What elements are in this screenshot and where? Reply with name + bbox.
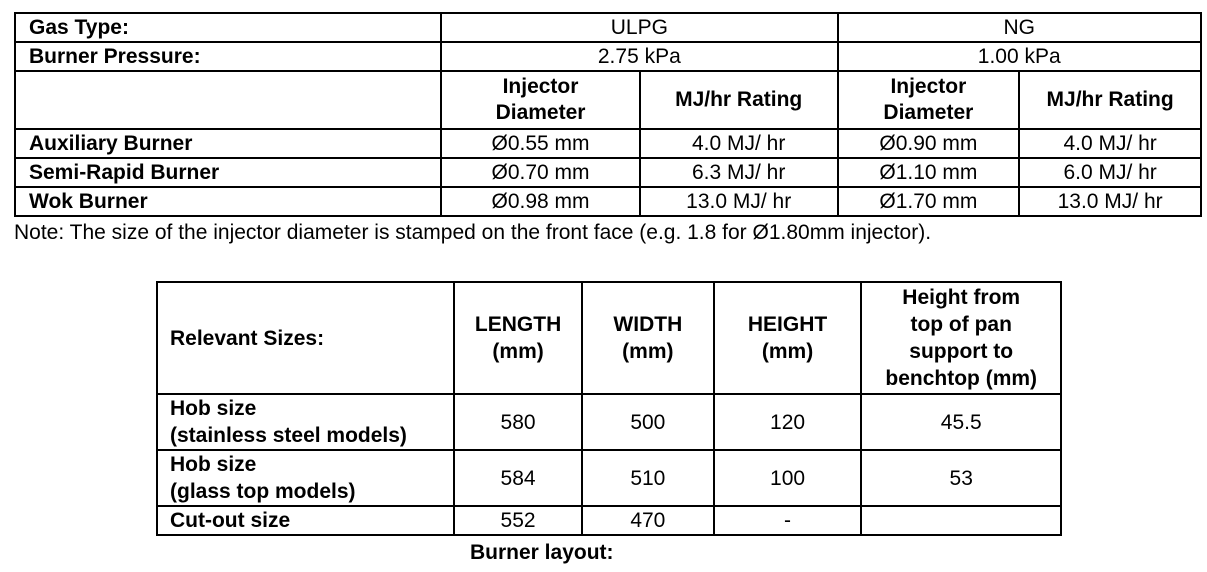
size-row-label (157, 450, 454, 506)
height-header (714, 282, 862, 394)
ulpg-rating-header: MJ/hr Rating (640, 71, 838, 129)
ng-injector-header (838, 71, 1020, 129)
table-row (15, 158, 1201, 187)
length-header (454, 282, 582, 394)
length-header-line1: LENGTH (474, 313, 562, 336)
table-row (157, 394, 1061, 450)
length-value: 552 (454, 506, 582, 535)
ng-injector-value: Ø1.10 mm (838, 158, 1020, 187)
injector-note: Note: The size of the injector diameter is stamped on the front face (e.g. 1.8 for Ø1.80mm injector). (14, 221, 932, 244)
length-value: 580 (454, 394, 582, 450)
height-value: 120 (714, 394, 862, 450)
pressure-ng: 1.00 kPa (838, 42, 1202, 71)
burner-layout-heading: Burner layout: (470, 541, 614, 564)
burner-name: Wok Burner (15, 187, 441, 216)
burner-name: Semi-Rapid Burner (15, 158, 441, 187)
size-label-line1: Hob size (170, 397, 257, 420)
ng-rating-value: 6.0 MJ/ hr (1019, 158, 1201, 187)
size-row-label (157, 394, 454, 450)
pan-height-header (861, 282, 1061, 394)
relevant-sizes-label: Relevant Sizes: (157, 282, 454, 394)
ulpg-rating-value: 6.3 MJ/ hr (640, 158, 838, 187)
height-header-line2: (mm) (761, 340, 814, 363)
width-header (582, 282, 714, 394)
ulpg-rating-value: 4.0 MJ/ hr (640, 129, 838, 158)
injector-header-line2: Diameter (883, 101, 974, 124)
injector-header-line1: Injector (502, 75, 579, 98)
gas-name-ulpg: ULPG (441, 13, 837, 42)
size-label-line1: Hob size (170, 453, 257, 476)
width-header-line1: WIDTH (613, 313, 683, 336)
gas-specifications-table (14, 12, 1202, 217)
height-header-line1: HEIGHT (747, 313, 828, 336)
burner-name: Auxiliary Burner (15, 129, 441, 158)
ng-rating-value: 13.0 MJ/ hr (1019, 187, 1201, 216)
pan-header-line1: Height from (902, 286, 1021, 309)
ulpg-injector-header (441, 71, 640, 129)
height-value: - (714, 506, 862, 535)
gas-name-ng: NG (838, 13, 1202, 42)
ng-injector-value: Ø1.70 mm (838, 187, 1020, 216)
pan-header-line3: support to (909, 340, 1014, 363)
size-row-label: Cut-out size (157, 506, 454, 535)
width-value: 470 (582, 506, 714, 535)
width-header-line2: (mm) (622, 340, 674, 363)
pan-header-line2: top of pan (910, 313, 1012, 336)
size-header-row (157, 282, 1061, 394)
table-row (15, 187, 1201, 216)
size-label-line2: (glass top models) (170, 480, 356, 503)
width-value: 500 (582, 394, 714, 450)
pan-height-value: 45.5 (861, 394, 1061, 450)
ulpg-rating-value: 13.0 MJ/ hr (640, 187, 838, 216)
table-row (157, 506, 1061, 535)
burner-pressure-label: Burner Pressure: (15, 42, 441, 71)
pan-height-value: 53 (861, 450, 1061, 506)
ng-rating-value: 4.0 MJ/ hr (1019, 129, 1201, 158)
pan-height-value (861, 506, 1061, 535)
ng-rating-header: MJ/hr Rating (1019, 71, 1201, 129)
column-header-row (15, 71, 1201, 129)
ulpg-injector-value: Ø0.98 mm (441, 187, 640, 216)
injector-header-line1: Injector (890, 75, 967, 98)
pan-header-line4: benchtop (mm) (885, 367, 1038, 390)
length-header-line2: (mm) (492, 340, 544, 363)
gas-type-row (15, 13, 1201, 42)
height-value: 100 (714, 450, 862, 506)
width-value: 510 (582, 450, 714, 506)
empty-header-cell (15, 71, 441, 129)
ulpg-injector-value: Ø0.70 mm (441, 158, 640, 187)
ulpg-injector-value: Ø0.55 mm (441, 129, 640, 158)
table-row (15, 129, 1201, 158)
length-value: 584 (454, 450, 582, 506)
burner-pressure-row (15, 42, 1201, 71)
gas-type-label: Gas Type: (15, 13, 441, 42)
table-row (157, 450, 1061, 506)
injector-header-line2: Diameter (495, 101, 586, 124)
relevant-sizes-table (156, 281, 1062, 536)
pressure-ulpg: 2.75 kPa (441, 42, 837, 71)
size-label-line2: (stainless steel models) (170, 424, 407, 447)
ng-injector-value: Ø0.90 mm (838, 129, 1020, 158)
